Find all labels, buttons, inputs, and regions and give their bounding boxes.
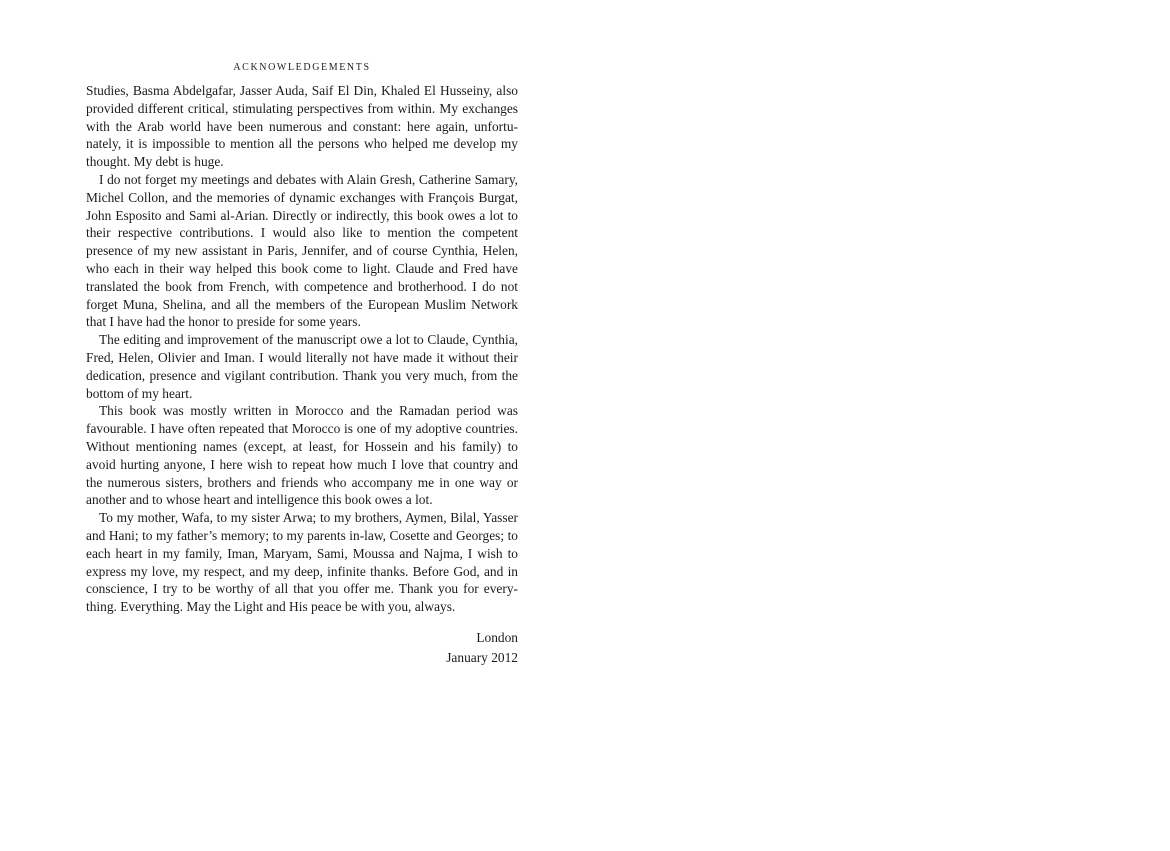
signoff-place: London [476, 629, 518, 645]
body-text [86, 82, 518, 616]
running-head: ACKNOWLEDGEMENTS [233, 62, 371, 73]
signoff [86, 628, 518, 668]
paragraph-editing: The editing and improvement of the manuscript owe a lot to Claude, Cynthia, Fred, Helen, Olivier and Iman. I would literally not have made it without their dedication, presence and vigilant contribution. Thank you very much, from the bottom of my heart. [86, 332, 518, 401]
paragraph-continuation: Studies, Basma Abdelgafar, Jasser Auda, Saif El Din, Khaled El Husseiny, also provided different critical, stimulating perspectives from within. My exchanges with the Arab world have been numerous and constant: here again, unfortunately, it is impossible to mention all the persons who helped me develop my thought. My debt is huge. [86, 83, 518, 170]
paragraph-meetings: I do not forget my meetings and debates with Alain Gresh, Catherine Samary, Michel Collon, and the memories of dynamic exchanges with François Burgat, John Esposito and Sami al-Arian. Directly or indirectly, this book owes a lot to their respective contributions. I would also like to mention the competent presence of my new assistant in Paris, Jennifer, and of course Cynthia, Helen, who each in their way helped this book come to light. Claude and Fred have translated the book from French, with competence and brotherhood. I do not forget Muna, Shelina, and all the members of the European Muslim Network that I have had the honor to preside for some years. [86, 171, 518, 330]
paragraph-family: To my mother, Wafa, to my sister Arwa; to my brothers, Aymen, Bilal, Yasser and Hani; to my father’s memory; to my parents in-law, Cosette and Georges; to each heart in my family, Iman, Maryam, Sami, Moussa and Najma, I wish to express my love, my respect, and my deep, infinite thanks. Before God, and in conscience, I try to be worthy of all that you offer me. Thank you for everything. Everything. May the Light and His peace be with you, always. [86, 510, 518, 615]
book-page [86, 62, 518, 668]
signoff-date: January 2012 [446, 649, 518, 665]
paragraph-morocco: This book was mostly written in Morocco and the Ramadan period was favourable. I have often repeated that Morocco is one of my adoptive countries. Without mentioning names (except, at least, for Hossein and his family) to avoid hurting anyone, I here wish to repeat how much I love that country and the numerous sisters, brothers and friends who accompany me in one way or another and to whose heart and intelligence this book owes a lot. [86, 403, 518, 508]
